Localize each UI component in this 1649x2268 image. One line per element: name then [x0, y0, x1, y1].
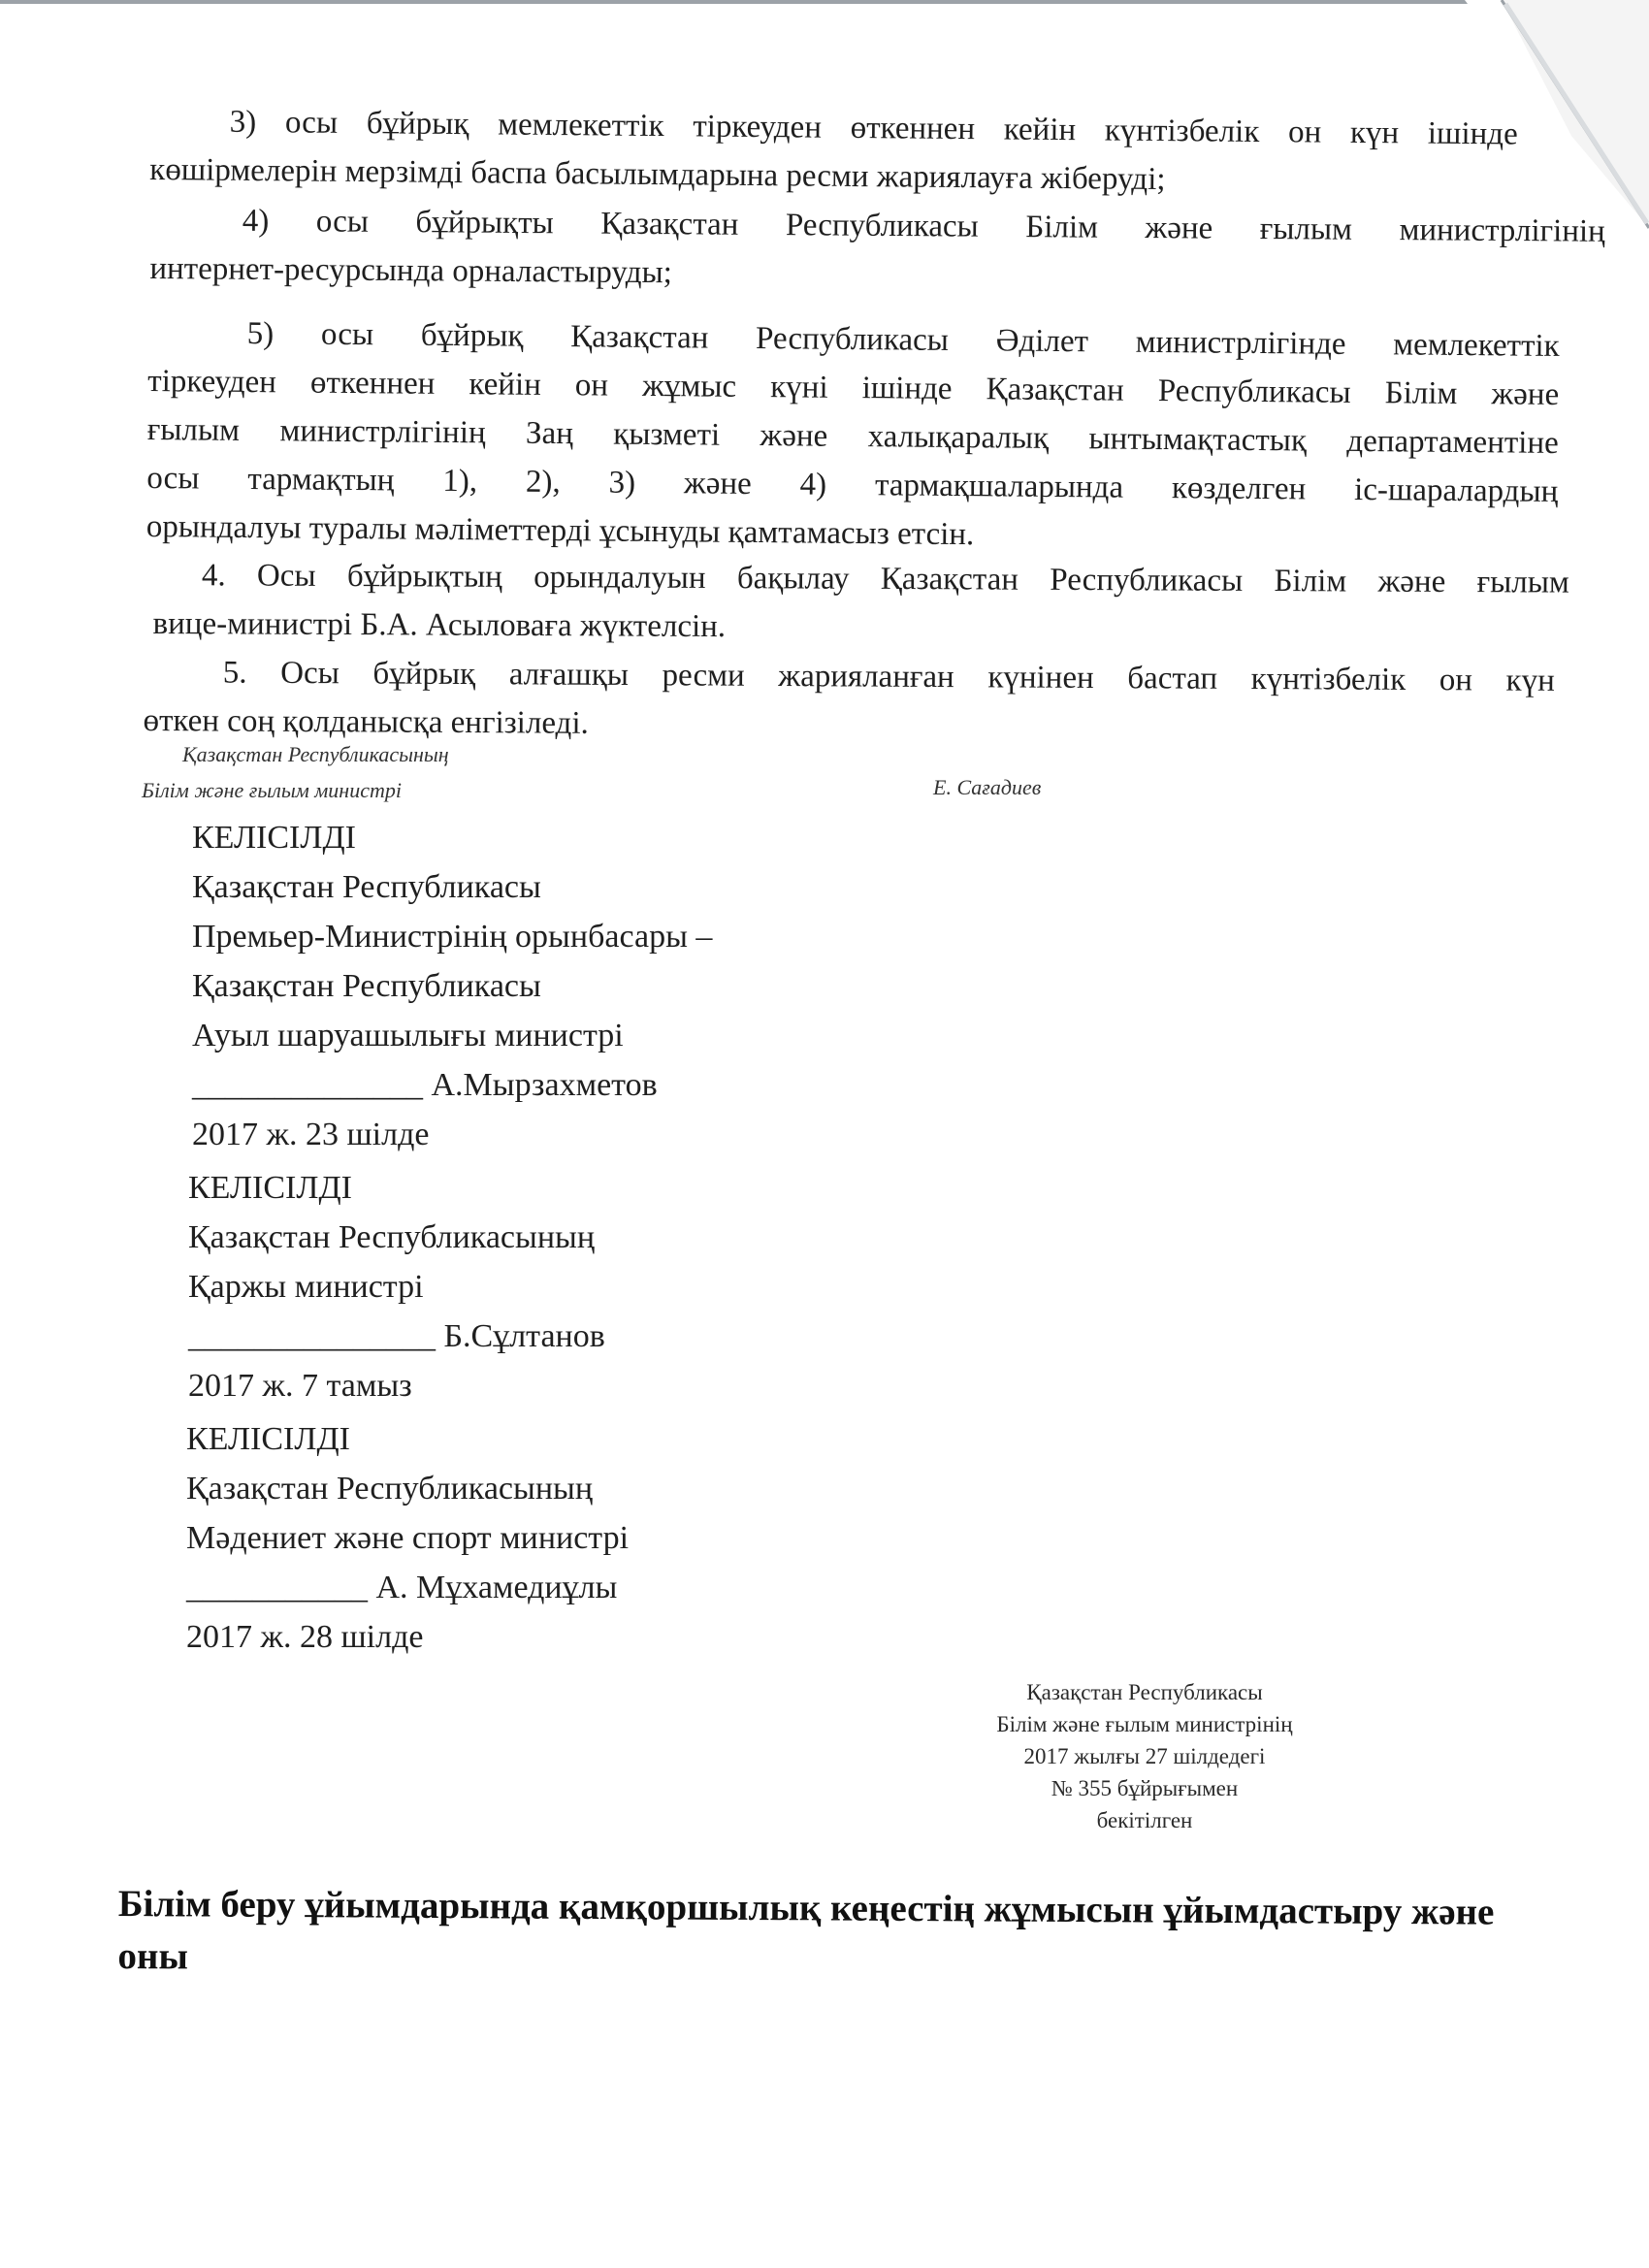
paragraph-line: 5. Осы бұйрық алғашқы ресми жарияланған күнінен бастап күнтізбелік он күн	[222, 655, 1555, 698]
approval-line: бекітілген	[1096, 1808, 1193, 1832]
paragraph-line: ғылым министрлігінің Заң қызметі және халықаралық ынтымақтастық департаментіне	[146, 411, 1559, 461]
document-title	[117, 1878, 1535, 1992]
approval-line: 2017 жылғы 27 шілдедегі	[1023, 1744, 1266, 1768]
agreement-heading: КЕЛІСІЛДІ	[188, 1170, 352, 1206]
paragraph-line: вице-министрі Б.А. Асыловаға жүктелсін.	[152, 605, 727, 645]
agreement-line: Қазақстан Республикасы	[192, 869, 541, 905]
agreement-line: Ауыл шаруашылығы министрі	[192, 1018, 624, 1053]
paragraph-line: 5) осы бұйрық Қазақстан Республикасы Әділет министрлігінде мемлекеттік	[246, 315, 1560, 364]
agreement-sign-line: ______________ А.Мырзахметов	[192, 1067, 658, 1103]
agreement-heading: КЕЛІСІЛДІ	[192, 820, 356, 856]
paragraph-5	[146, 308, 1560, 565]
paragraph-line: орындалуы туралы мәліметтерді ұсынуды қамтамасыз етсін.	[146, 508, 975, 553]
approval-line: № 355 бұйрығымен	[1051, 1776, 1239, 1800]
agreement-line: Қазақстан Республикасының	[188, 1219, 596, 1255]
paragraph-3	[149, 97, 1518, 208]
signature-name: Е. Сағадиев	[933, 775, 1042, 799]
paragraph-4	[149, 196, 1605, 305]
agreement-line: Премьер-Министрінің орынбасары –	[192, 919, 713, 955]
agreement-block-3	[186, 1414, 629, 1662]
paragraph-line: өткен соң қолданысқа енгізіледі.	[143, 702, 589, 741]
paragraph-line: интернет-ресурсында орналастыруды;	[149, 250, 673, 291]
paragraph-line: 4) осы бұйрықты Қазақстан Республикасы Білім және ғылым министрлігінің	[242, 203, 1605, 249]
signature-position-line2: Білім және ғылым министрі	[142, 778, 402, 802]
title-line: оны	[117, 1934, 189, 1978]
agreement-date: 2017 ж. 23 шілде	[192, 1117, 430, 1152]
agreement-block-2	[188, 1163, 605, 1410]
signature-position-line1: Қазақстан Республикасының	[182, 742, 449, 766]
paragraph-line: 4. Осы бұйрықтың орындалуын бақылау Қазақстан Республикасы Білім және ғылым	[201, 558, 1569, 600]
item-4	[152, 551, 1569, 656]
title-line: Білім беру ұйымдарында қамқоршылық кеңестің жұмысын ұйымдастыру және	[117, 1882, 1495, 1933]
approval-line: Білім және ғылым министрінің	[996, 1712, 1293, 1736]
agreement-sign-line: _______________ Б.Сұлтанов	[188, 1318, 605, 1354]
agreement-heading: КЕЛІСІЛДІ	[186, 1421, 350, 1457]
agreement-block-1	[192, 813, 712, 1159]
approval-line: Қазақстан Республикасы	[1026, 1680, 1263, 1704]
agreement-date: 2017 ж. 7 тамыз	[188, 1368, 412, 1404]
approval-block	[931, 1676, 1358, 1836]
agreement-sign-line: ___________ А. Мұхамедиұлы	[186, 1570, 618, 1605]
agreement-line: Мәдениет және спорт министрі	[186, 1520, 630, 1556]
folded-corner	[1465, 0, 1649, 243]
agreement-line: Қаржы министрі	[188, 1269, 424, 1305]
item-5	[143, 648, 1555, 754]
paragraph-line: осы тармақтың 1), 2), 3) және 4) тармақшаларында көзделген іс-шаралардың	[146, 460, 1559, 509]
agreement-line: Қазақстан Республикасының	[186, 1471, 594, 1507]
agreement-line: Қазақстан Республикасы	[192, 968, 541, 1004]
paragraph-line: көшірмелерін мерзімді баспа басылымдарына ресми жариялауға жіберуді;	[149, 151, 1166, 198]
paragraph-line: тіркеуден өткеннен кейін он жұмыс күні ішінде Қазақстан Республикасы Білім және	[147, 363, 1560, 412]
agreement-date: 2017 ж. 28 шілде	[186, 1619, 424, 1655]
paragraph-line: 3) осы бұйрық мемлекеттік тіркеуден өткеннен кейін күнтізбелік он күн ішінде	[229, 104, 1518, 152]
